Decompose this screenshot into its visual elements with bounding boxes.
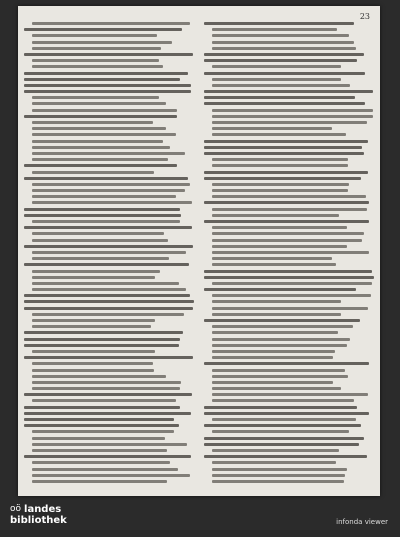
text-line bbox=[204, 437, 364, 440]
text-line bbox=[212, 251, 369, 254]
text-line bbox=[24, 455, 191, 458]
text-line bbox=[32, 350, 155, 353]
text-line bbox=[24, 214, 181, 217]
text-line bbox=[204, 270, 372, 273]
text-line bbox=[32, 47, 161, 50]
text-line bbox=[212, 158, 348, 161]
text-line bbox=[204, 59, 357, 62]
text-line bbox=[32, 399, 176, 402]
text-line bbox=[204, 220, 369, 223]
text-line bbox=[204, 22, 354, 25]
text-line bbox=[212, 34, 349, 37]
text-line bbox=[32, 146, 170, 149]
text-line bbox=[212, 127, 332, 130]
text-line bbox=[32, 437, 165, 440]
text-line bbox=[212, 195, 366, 198]
text-line bbox=[212, 474, 345, 477]
text-line bbox=[32, 96, 159, 99]
text-line bbox=[32, 133, 176, 136]
text-line bbox=[24, 307, 193, 310]
text-line bbox=[24, 90, 191, 93]
text-line bbox=[24, 53, 193, 56]
text-line bbox=[212, 28, 337, 31]
text-line bbox=[32, 270, 160, 273]
text-line bbox=[32, 121, 153, 124]
text-line bbox=[32, 430, 174, 433]
text-line bbox=[24, 393, 192, 396]
text-line bbox=[204, 96, 355, 99]
text-line bbox=[204, 140, 368, 143]
text-line bbox=[212, 430, 349, 433]
text-line bbox=[212, 381, 333, 384]
text-line bbox=[32, 140, 163, 143]
text-line bbox=[204, 72, 365, 75]
text-line bbox=[32, 468, 178, 471]
text-line bbox=[32, 449, 167, 452]
text-line bbox=[212, 115, 373, 118]
text-line bbox=[212, 387, 341, 390]
text-line bbox=[212, 300, 341, 303]
text-line bbox=[32, 381, 181, 384]
text-line bbox=[212, 257, 332, 260]
text-line bbox=[32, 461, 170, 464]
text-line bbox=[32, 276, 155, 279]
text-line bbox=[32, 195, 176, 198]
text-line bbox=[212, 109, 373, 112]
text-line bbox=[212, 449, 339, 452]
text-line bbox=[212, 65, 341, 68]
text-line bbox=[32, 369, 154, 372]
text-line bbox=[204, 102, 365, 105]
text-line bbox=[32, 201, 192, 204]
text-line bbox=[204, 424, 361, 427]
text-line bbox=[204, 319, 360, 322]
text-line bbox=[24, 28, 182, 31]
text-line bbox=[212, 461, 336, 464]
text-line bbox=[212, 239, 362, 242]
text-line bbox=[32, 325, 151, 328]
text-line bbox=[32, 65, 163, 68]
logo-prefix: oö bbox=[10, 504, 22, 514]
page-number: 23 bbox=[359, 12, 370, 21]
text-line bbox=[212, 133, 346, 136]
text-line bbox=[32, 22, 190, 25]
text-line bbox=[204, 53, 364, 56]
text-line bbox=[204, 177, 361, 180]
text-line bbox=[24, 406, 180, 409]
text-line bbox=[212, 164, 348, 167]
text-line bbox=[32, 220, 180, 223]
text-line bbox=[212, 325, 353, 328]
text-line bbox=[24, 226, 192, 229]
text-line bbox=[204, 152, 364, 155]
text-line bbox=[24, 338, 180, 341]
text-line bbox=[212, 393, 368, 396]
text-line bbox=[24, 245, 193, 248]
logo-line1: landes bbox=[24, 504, 62, 515]
text-line bbox=[204, 201, 369, 204]
text-line bbox=[212, 369, 345, 372]
text-line bbox=[24, 208, 180, 211]
text-line bbox=[24, 263, 189, 266]
text-line bbox=[212, 331, 338, 334]
text-line bbox=[204, 406, 357, 409]
text-line bbox=[32, 59, 159, 62]
text-line bbox=[212, 232, 364, 235]
text-line bbox=[204, 146, 362, 149]
text-line bbox=[212, 375, 348, 378]
text-line bbox=[32, 34, 157, 37]
text-line bbox=[212, 344, 347, 347]
text-line bbox=[32, 480, 167, 483]
text-line bbox=[212, 84, 350, 87]
text-line bbox=[32, 102, 166, 105]
text-line bbox=[24, 115, 177, 118]
text-line bbox=[24, 72, 188, 75]
text-line bbox=[32, 152, 185, 155]
text-line bbox=[32, 183, 190, 186]
text-line bbox=[32, 171, 154, 174]
viewer-label: infonda viewer bbox=[336, 518, 388, 526]
text-line bbox=[24, 78, 180, 81]
text-line bbox=[32, 319, 155, 322]
text-line bbox=[24, 177, 188, 180]
text-line bbox=[24, 356, 193, 359]
text-line bbox=[204, 171, 368, 174]
text-line bbox=[212, 480, 344, 483]
text-line bbox=[24, 418, 174, 421]
text-line bbox=[24, 412, 191, 415]
text-line bbox=[24, 424, 179, 427]
text-line bbox=[32, 362, 153, 365]
text-line bbox=[212, 263, 336, 266]
text-line bbox=[32, 257, 169, 260]
text-line bbox=[32, 189, 185, 192]
text-line bbox=[204, 90, 373, 93]
scanned-page bbox=[18, 6, 380, 496]
text-line bbox=[212, 183, 349, 186]
text-line bbox=[212, 356, 333, 359]
text-line bbox=[24, 84, 191, 87]
text-line bbox=[212, 307, 368, 310]
text-line bbox=[212, 245, 347, 248]
text-line bbox=[32, 288, 186, 291]
text-line bbox=[212, 189, 348, 192]
text-line bbox=[212, 214, 339, 217]
text-line bbox=[212, 418, 356, 421]
text-line bbox=[212, 41, 354, 44]
text-line bbox=[32, 158, 168, 161]
text-line bbox=[32, 251, 186, 254]
text-line bbox=[204, 362, 369, 365]
text-line bbox=[32, 232, 164, 235]
text-line bbox=[32, 375, 166, 378]
viewer-footer bbox=[0, 500, 400, 537]
text-line bbox=[204, 276, 374, 279]
text-line bbox=[32, 474, 190, 477]
text-line bbox=[24, 344, 179, 347]
text-line bbox=[32, 109, 177, 112]
text-line bbox=[212, 313, 341, 316]
text-line bbox=[24, 331, 183, 334]
text-line bbox=[32, 127, 166, 130]
text-line bbox=[212, 47, 356, 50]
text-line bbox=[212, 208, 367, 211]
text-line bbox=[212, 294, 371, 297]
text-line bbox=[32, 239, 168, 242]
text-line bbox=[32, 443, 187, 446]
text-line bbox=[212, 121, 367, 124]
text-line bbox=[212, 282, 372, 285]
text-line bbox=[24, 164, 177, 167]
logo-line2: bibliothek bbox=[10, 515, 67, 526]
text-line bbox=[32, 282, 179, 285]
text-column-right bbox=[204, 22, 374, 490]
text-column-left bbox=[24, 22, 194, 490]
text-line bbox=[204, 443, 359, 446]
text-line bbox=[212, 78, 341, 81]
text-line bbox=[32, 41, 172, 44]
text-line bbox=[24, 294, 190, 297]
text-line bbox=[204, 412, 369, 415]
text-line bbox=[204, 455, 367, 458]
library-logo[interactable] bbox=[10, 504, 67, 526]
text-line bbox=[212, 399, 354, 402]
text-line bbox=[24, 300, 194, 303]
text-line bbox=[32, 313, 184, 316]
text-line bbox=[204, 288, 356, 291]
text-line bbox=[212, 350, 335, 353]
text-line bbox=[32, 387, 180, 390]
text-line bbox=[212, 338, 350, 341]
text-line bbox=[212, 468, 347, 471]
text-line bbox=[212, 226, 347, 229]
